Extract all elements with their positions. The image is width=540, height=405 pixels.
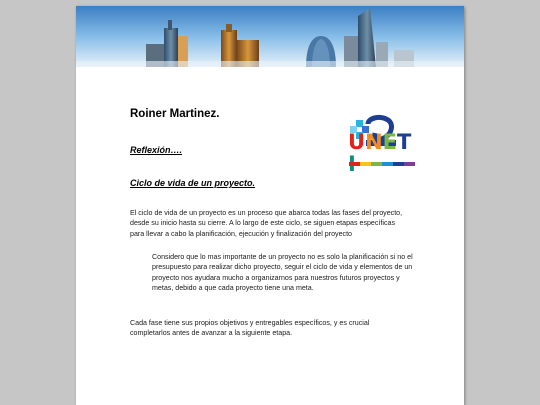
paragraph-opinion: Considero que lo mas importante de un proyecto no es solo la planificación si no el presupuesto para realizar dicho proyecto, seguir el ciclo de vida y elementos de un proyecto nos ayudara mucho a organizarnos para nuestros futuros proyectos y metas, debido a que cada proyecto tiene una meta. (152, 253, 413, 292)
document-page (76, 6, 464, 405)
logo-letter: T (397, 130, 412, 154)
heading-reflection: Reflexión…. (130, 145, 183, 155)
author-name: Roiner Martinez. (130, 108, 220, 120)
uneti-logo-wordmark (348, 131, 414, 175)
header-banner-skyline (76, 6, 464, 67)
logo-bar-segment (404, 162, 415, 166)
logo-bar-segment (349, 162, 360, 166)
logo-bar-segment (382, 162, 393, 166)
logo-bar-segment (393, 162, 404, 166)
paragraph-intro: El ciclo de vida de un proyecto es un proceso que abarca todas las fases del proyecto, desde su inicio hasta su cierre. A lo largo de este ciclo, se siguen etapas específicas para llevar a cabo la planificación, ejecución y finalización del proyecto (130, 209, 403, 238)
logo-letter: E (382, 130, 397, 154)
paragraph-closing: Cada fase tiene sus propios objetivos y entregables específicos, y es crucial completarlos antes de avanzar a la siguiente etapa. (130, 319, 370, 338)
logo-letter: N (365, 130, 383, 154)
logo-bar-segment (371, 162, 382, 166)
logo-color-bar (349, 162, 415, 166)
heading-topic: Ciclo de vida de un proyecto. (130, 178, 256, 188)
logo-letter: U (348, 130, 366, 154)
logo-bar-segment (360, 162, 371, 166)
skyline-image (76, 6, 464, 67)
